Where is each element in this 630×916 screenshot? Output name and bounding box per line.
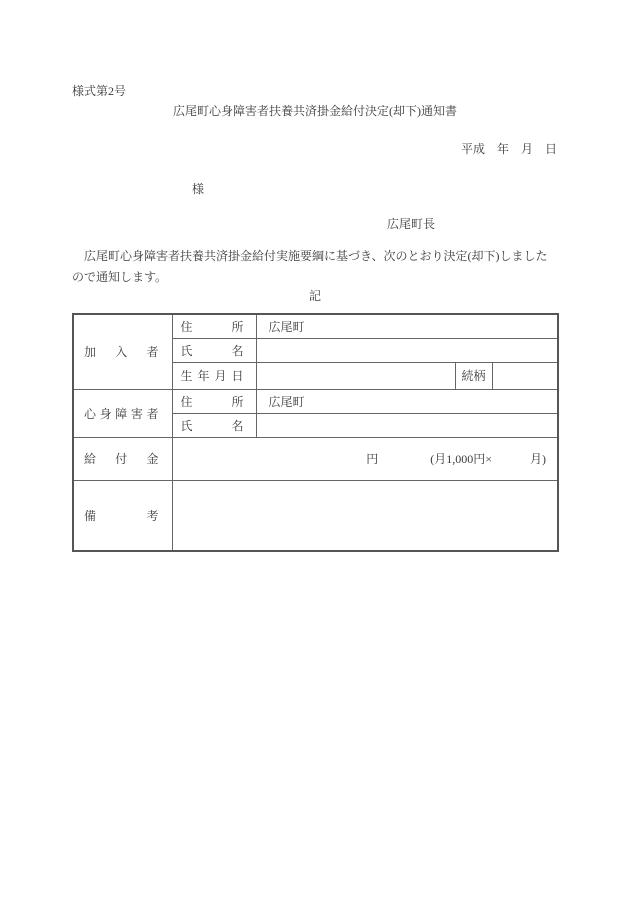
table-row [73,437,558,480]
body-line-2: ので通知します。 [72,270,168,284]
relationship-label: 続柄 [455,362,492,389]
addressee-suffix: 様 [192,182,205,196]
subscriber-birthdate-value [256,362,455,389]
subscriber-address-value: 広尾町 [256,314,558,338]
subscriber-address-label: 住所 [172,314,256,338]
disabled-person-group-label: 心身障害者 [73,389,172,437]
benefit-amount-line [174,450,557,467]
subscriber-name-label: 氏名 [172,338,256,362]
body-paragraph [72,246,548,288]
table-row [73,314,558,338]
remarks-group-label: 備考 [73,480,172,551]
subscriber-birthdate-label: 生年月日 [172,362,256,389]
document-title: 広尾町心身障害者扶養共済掛金給付決定(却下)通知書 [173,104,457,118]
benefit-formula-prefix: (月1,000円× [430,452,493,466]
form-number: 様式第2号 [72,84,127,98]
remarks-value [172,480,558,551]
disabled-person-address-label: 住所 [172,389,256,413]
benefit-decision-table [72,313,559,552]
disabled-person-address-value: 広尾町 [256,389,558,413]
sender-title: 広尾町長 [387,217,436,231]
relationship-value [492,362,558,389]
disabled-person-name-value [256,413,558,437]
benefit-unit: 円 [366,452,379,466]
section-marker-ki: 記 [308,289,321,303]
subscriber-group-label: 加入者 [73,314,172,389]
table-row [73,389,558,413]
benefit-group-label: 給付金 [73,437,172,480]
subscriber-name-value [256,338,558,362]
benefit-amount-cell [172,437,558,480]
benefit-formula-suffix: 月) [530,452,547,466]
body-line-1: 広尾町心身障害者扶養共済掛金給付実施要綱に基づき、次のとおり決定(却下)しました [72,249,548,263]
disabled-person-name-label: 氏名 [172,413,256,437]
date-line: 平成 年 月 日 [460,142,557,156]
table-row [73,480,558,551]
